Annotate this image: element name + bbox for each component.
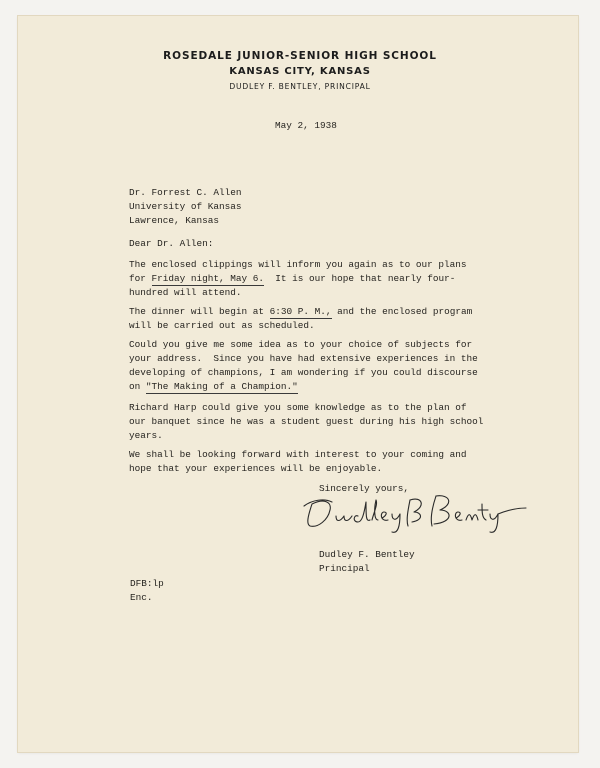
text-run: The dinner will begin at — [129, 306, 270, 317]
letterhead-school-name: ROSEDALE JUNIOR-SENIOR HIGH SCHOOL — [163, 50, 437, 62]
enclosure-note: Enc. — [130, 592, 153, 603]
paragraph-3-line-2: your address. Since you have had extensive experiences in the — [129, 353, 478, 364]
text-run: It is our hope that nearly four- — [264, 273, 456, 284]
underlined-time: 6:30 P. M., — [269, 306, 332, 317]
text-run: for — [129, 273, 152, 284]
text-run: on — [129, 381, 146, 392]
underlined-topic: "The Making of a Champion." — [145, 381, 298, 392]
paragraph-1-line-1: The enclosed clippings will inform you again as to our plans — [129, 259, 467, 270]
text-run: and the enclosed program — [331, 306, 473, 317]
reference-initials: DFB:lp — [130, 578, 164, 589]
salutation: Dear Dr. Allen: — [129, 238, 214, 249]
paragraph-4-line-1: Richard Harp could give you some knowledge as to the plan of — [129, 402, 467, 413]
letterhead-principal: DUDLEY F. BENTLEY, PRINCIPAL — [229, 82, 371, 91]
paragraph-2-line-2: will be carried out as scheduled. — [129, 320, 315, 331]
paragraph-1-line-3: hundred will attend. — [129, 287, 242, 298]
paragraph-4-line-2: our banquet since he was a student guest during his high school — [129, 416, 484, 427]
signatory-title: Principal — [319, 563, 370, 574]
paragraph-1-line-2 — [129, 272, 455, 286]
signatory-name: Dudley F. Bentley — [319, 549, 415, 560]
paragraph-3-line-1: Could you give me some idea as to your choice of subjects for — [129, 339, 473, 350]
handwritten-signature — [298, 486, 528, 536]
letter-date: May 2, 1938 — [275, 120, 337, 131]
paragraph-5-line-2: hope that your experiences will be enjoyable. — [129, 463, 383, 474]
closing: Sincerely yours, — [319, 483, 410, 494]
paragraph-2-line-1 — [129, 305, 472, 319]
paragraph-3-line-4 — [129, 380, 298, 394]
recipient-place: Lawrence, Kansas — [129, 215, 220, 226]
letterhead-city: KANSAS CITY, KANSAS — [229, 66, 371, 77]
paragraph-3-line-3: developing of champions, I am wondering if you could discourse — [129, 367, 478, 378]
recipient-name: Dr. Forrest C. Allen — [129, 187, 242, 198]
paragraph-4-line-3: years. — [129, 430, 163, 441]
recipient-organization: University of Kansas — [129, 201, 242, 212]
paragraph-5-line-1: We shall be looking forward with interest to your coming and — [129, 449, 467, 460]
underlined-date: Friday night, May 6. — [151, 273, 265, 284]
